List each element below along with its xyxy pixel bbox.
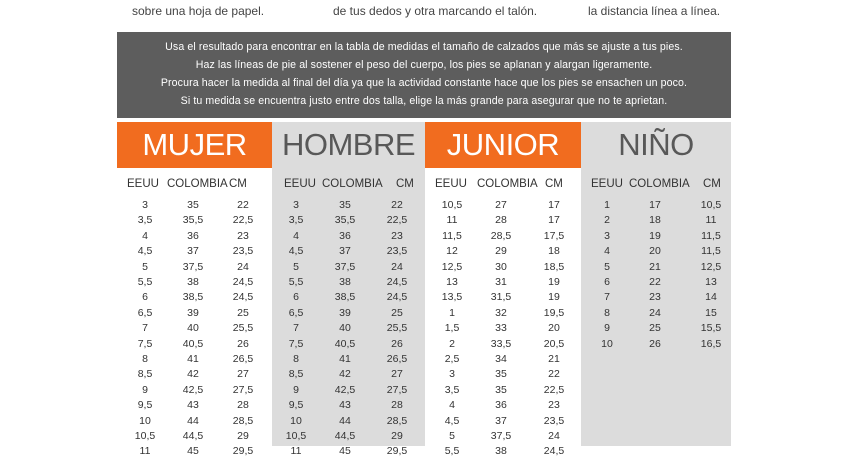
size-cell: 4,5: [444, 414, 460, 427]
size-cell: 26: [649, 337, 661, 350]
size-cell: 26,5: [386, 353, 408, 365]
size-cell: 12,5: [441, 260, 463, 273]
size-cell: 28,5: [490, 229, 512, 242]
size-cell: 8,5: [137, 368, 153, 381]
size-cell: 40: [187, 322, 199, 335]
size-cell: 7: [604, 291, 610, 304]
size-cell: 35,5: [182, 214, 204, 227]
size-cell: 27: [495, 199, 507, 211]
size-cell: 24: [237, 260, 249, 273]
column-title: MUJER: [117, 122, 272, 168]
size-cell: 13: [446, 276, 458, 288]
size-cell: 36: [495, 399, 507, 412]
size-cell: 5: [142, 260, 148, 273]
size-cell: 17: [548, 214, 560, 227]
size-cell: 35: [339, 199, 351, 211]
size-cell: 41: [339, 353, 351, 365]
size-cell: 37: [495, 414, 507, 427]
size-cell: 18,5: [543, 260, 565, 273]
column-header: EEUU: [591, 178, 623, 190]
size-column-junior: [425, 122, 581, 457]
size-cell: 37,5: [334, 260, 356, 273]
size-cell: 31: [495, 276, 507, 288]
size-cell: 28: [495, 214, 507, 227]
size-cell: 36: [339, 229, 351, 242]
size-cell: 38: [339, 276, 351, 288]
size-cell: 9,5: [288, 399, 304, 412]
size-cell: 10,5: [700, 199, 722, 211]
column-header: CM: [396, 178, 414, 190]
instruction-toes-heel: de tus dedos y otra marcando el talón.: [333, 4, 538, 18]
size-cell: 37: [187, 245, 199, 258]
size-cell: 11,5: [442, 229, 462, 242]
size-cell: 45: [339, 445, 351, 457]
size-cell: 6,5: [137, 306, 153, 319]
size-cell: 27: [391, 368, 403, 381]
size-cell: 29: [495, 245, 507, 258]
size-cell: 1: [604, 199, 610, 211]
size-cell: 1: [449, 306, 455, 319]
size-cell: 20: [649, 245, 661, 258]
size-cell: 35: [187, 199, 199, 211]
size-cell: 38,5: [182, 291, 204, 304]
size-cell: 6: [293, 291, 299, 304]
size-column-mujer: [117, 122, 272, 457]
size-cell: 2: [604, 214, 610, 227]
size-cell: 35: [495, 368, 507, 381]
size-cell: 10: [139, 414, 151, 427]
size-cell: 10,5: [441, 199, 463, 211]
size-cell: 3: [449, 368, 455, 381]
size-cell: 24,5: [232, 276, 254, 288]
size-cell: 23: [548, 399, 560, 412]
size-cell: 12: [446, 245, 458, 258]
size-cell: 18: [548, 245, 560, 258]
size-cell: 25,5: [232, 322, 254, 335]
size-cell: 32: [495, 306, 507, 319]
size-cell: 13: [705, 276, 717, 288]
size-cell: 19: [548, 276, 560, 288]
size-cell: 44: [339, 414, 351, 427]
size-cell: 2: [449, 337, 455, 350]
column-header: CM: [703, 178, 721, 190]
instruction-distance: la distancia línea a línea.: [588, 4, 721, 18]
size-cell: 15,5: [700, 322, 722, 335]
size-cell: 17,5: [543, 229, 565, 242]
column-header: EEUU: [127, 178, 159, 190]
size-cell: 22,5: [386, 214, 408, 227]
size-cell: 9: [293, 383, 299, 396]
size-cell: 6: [604, 276, 610, 288]
size-cell: 41: [187, 353, 199, 365]
size-cell: 19: [548, 291, 560, 304]
size-cell: 4,5: [288, 245, 304, 258]
size-cell: 23,5: [232, 245, 254, 258]
size-cell: 22: [391, 199, 403, 211]
size-cell: 20: [548, 322, 560, 335]
size-cell: 29: [237, 430, 249, 442]
size-cell: 4: [293, 229, 299, 242]
size-cell: 24,5: [232, 291, 254, 304]
size-cell: 11: [446, 214, 458, 227]
size-cell: 33,5: [490, 337, 512, 350]
column-title: NIÑO: [618, 127, 694, 162]
size-cell: 9,5: [137, 399, 153, 412]
size-cell: 24: [391, 260, 403, 273]
size-cell: 37,5: [490, 430, 512, 442]
size-cell: 42,5: [334, 383, 356, 396]
banner-line: Haz las líneas de pie al sostener el peso del cuerpo, los pies se aplanan y alargan ligeramente.: [195, 59, 653, 71]
size-cell: 1,5: [444, 322, 460, 335]
banner-line: Procura hacer la medida al final del día ya que la actividad constante hace que los pies se ensachen un poco.: [160, 77, 688, 89]
size-cell: 19,5: [543, 306, 565, 319]
size-cell: 38: [495, 445, 507, 457]
size-cell: 22,5: [543, 383, 565, 396]
size-cell: 10,5: [285, 430, 307, 442]
size-cell: 31,5: [490, 291, 512, 304]
size-cell: 7,5: [288, 337, 304, 350]
size-cell: 25,5: [386, 322, 408, 335]
column-title: HOMBRE: [281, 127, 416, 162]
size-cell: 27,5: [232, 383, 254, 396]
size-cell: 11,5: [701, 245, 721, 258]
instructions-banner: [117, 32, 731, 118]
size-cell: 16,5: [700, 337, 722, 350]
size-cell: 27: [237, 368, 249, 381]
column-header: EEUU: [284, 178, 316, 190]
size-cell: 3: [142, 199, 148, 211]
size-cell: 4: [449, 399, 455, 412]
size-cell: 42,5: [182, 383, 204, 396]
size-cell: 7: [142, 322, 148, 335]
size-cell: 9: [142, 383, 148, 396]
size-cell: 5,5: [288, 276, 304, 288]
size-cell: 23: [237, 229, 249, 242]
size-cell: 36: [187, 229, 199, 242]
column-header: CM: [229, 178, 247, 190]
size-cell: 28,5: [232, 414, 254, 427]
size-cell: 3,5: [444, 383, 460, 396]
size-cell: 44,5: [334, 430, 356, 442]
column-header: CM: [545, 178, 563, 190]
column-header: COLOMBIA: [629, 178, 690, 190]
column-header: COLOMBIA: [167, 178, 228, 190]
size-cell: 22: [649, 276, 661, 288]
size-cell: 8,5: [288, 368, 304, 381]
banner-line: Si tu medida se encuentra justo entre dos talla, elige la más grande para asegurar que no te aprietan.: [180, 95, 668, 107]
size-cell: 29,5: [232, 445, 254, 457]
size-cell: 29,5: [386, 445, 408, 457]
size-cell: 28: [391, 399, 403, 412]
size-cell: 5: [293, 260, 299, 273]
size-cell: 40: [339, 322, 351, 335]
column-header: COLOMBIA: [322, 178, 383, 190]
size-cell: 5,5: [137, 276, 153, 288]
size-cell: 42: [187, 368, 199, 381]
size-cell: 35,5: [334, 214, 356, 227]
size-cell: 22: [237, 199, 249, 211]
banner-line: Usa el resultado para encontrar en la tabla de medidas el tamaño de calzados que más se ajuste a tus pies.: [165, 41, 683, 53]
size-cell: 8: [293, 353, 299, 365]
size-cell: 8: [604, 306, 610, 319]
size-cell: 2,5: [444, 353, 460, 365]
size-cell: 44: [187, 414, 199, 427]
size-cell: 37,5: [182, 260, 204, 273]
size-cell: 24,5: [386, 291, 408, 304]
size-cell: 23: [391, 229, 403, 242]
size-cell: 25: [649, 322, 661, 335]
size-cell: 7,5: [137, 337, 153, 350]
size-cell: 26: [237, 337, 249, 350]
size-cell: 4: [604, 245, 610, 258]
size-cell: 40,5: [334, 337, 356, 350]
size-cell: 39: [187, 306, 199, 319]
size-cell: 40,5: [182, 337, 204, 350]
size-cell: 6,5: [288, 306, 304, 319]
size-cell: 45: [187, 445, 199, 457]
size-cell: 30: [495, 260, 507, 273]
size-cell: 27,5: [386, 383, 408, 396]
size-cell: 17: [649, 199, 661, 211]
size-cell: 22: [548, 368, 560, 381]
size-cell: 43: [187, 399, 199, 412]
size-cell: 24,5: [386, 276, 408, 288]
size-cell: 23,5: [386, 245, 408, 258]
size-cell: 9: [604, 322, 610, 335]
size-cell: 21: [649, 260, 661, 273]
column-header: COLOMBIA: [477, 178, 538, 190]
size-cell: 33: [495, 322, 507, 335]
size-cell: 26,5: [232, 353, 254, 365]
size-cell: 17: [548, 199, 560, 211]
size-cell: 3,5: [288, 214, 304, 227]
size-cell: 44,5: [182, 430, 204, 442]
size-cell: 25: [391, 306, 403, 319]
size-cell: 34: [495, 353, 507, 365]
size-cell: 25: [237, 306, 249, 319]
size-cell: 3: [293, 199, 299, 211]
size-cell: 4: [142, 229, 148, 242]
size-cell: 5: [449, 430, 455, 442]
size-cell: 11,5: [701, 229, 721, 242]
size-cell: 18: [649, 214, 661, 227]
size-cell: 29: [391, 430, 403, 442]
size-column-nino: [581, 122, 731, 446]
size-cell: 22,5: [232, 214, 254, 227]
size-cell: 24: [649, 306, 661, 319]
size-cell: 3: [604, 229, 610, 242]
size-cell: 23,5: [543, 414, 565, 427]
size-cell: 15: [705, 306, 717, 319]
size-cell: 10: [601, 337, 613, 350]
size-column-hombre: [272, 122, 425, 457]
size-cell: 43: [339, 399, 351, 412]
size-cell: 13,5: [441, 291, 463, 304]
size-cell: 14: [705, 291, 717, 304]
size-cell: 28,5: [386, 414, 408, 427]
size-cell: 5,5: [444, 445, 460, 457]
size-cell: 11: [139, 445, 151, 457]
size-cell: 28: [237, 399, 249, 412]
size-cell: 24,5: [543, 445, 565, 457]
size-cell: 4,5: [137, 245, 153, 258]
size-cell: 6: [142, 291, 148, 304]
size-cell: 39: [339, 306, 351, 319]
size-cell: 21: [548, 353, 560, 365]
size-cell: 8: [142, 353, 148, 365]
size-cell: 35: [495, 383, 507, 396]
size-cell: 23: [649, 291, 661, 304]
size-cell: 12,5: [700, 260, 722, 273]
size-cell: 37: [339, 245, 351, 258]
size-cell: 26: [391, 337, 403, 350]
top-instructions: [0, 0, 850, 30]
size-cell: 19: [649, 229, 661, 242]
column-title: JUNIOR: [425, 122, 581, 168]
size-cell: 5: [604, 260, 610, 273]
size-cell: 20,5: [543, 337, 565, 350]
size-cell: 3,5: [137, 214, 153, 227]
size-cell: 11: [705, 214, 717, 227]
size-cell: 38,5: [334, 291, 356, 304]
size-cell: 7: [293, 322, 299, 335]
size-cell: 11: [290, 445, 302, 457]
size-cell: 42: [339, 368, 351, 381]
instruction-paper: sobre una hoja de papel.: [132, 4, 265, 18]
size-cell: 38: [187, 276, 199, 288]
size-cell: 24: [548, 430, 560, 442]
size-cell: 10,5: [134, 430, 156, 442]
column-header: EEUU: [435, 178, 467, 190]
size-cell: 10: [290, 414, 302, 427]
